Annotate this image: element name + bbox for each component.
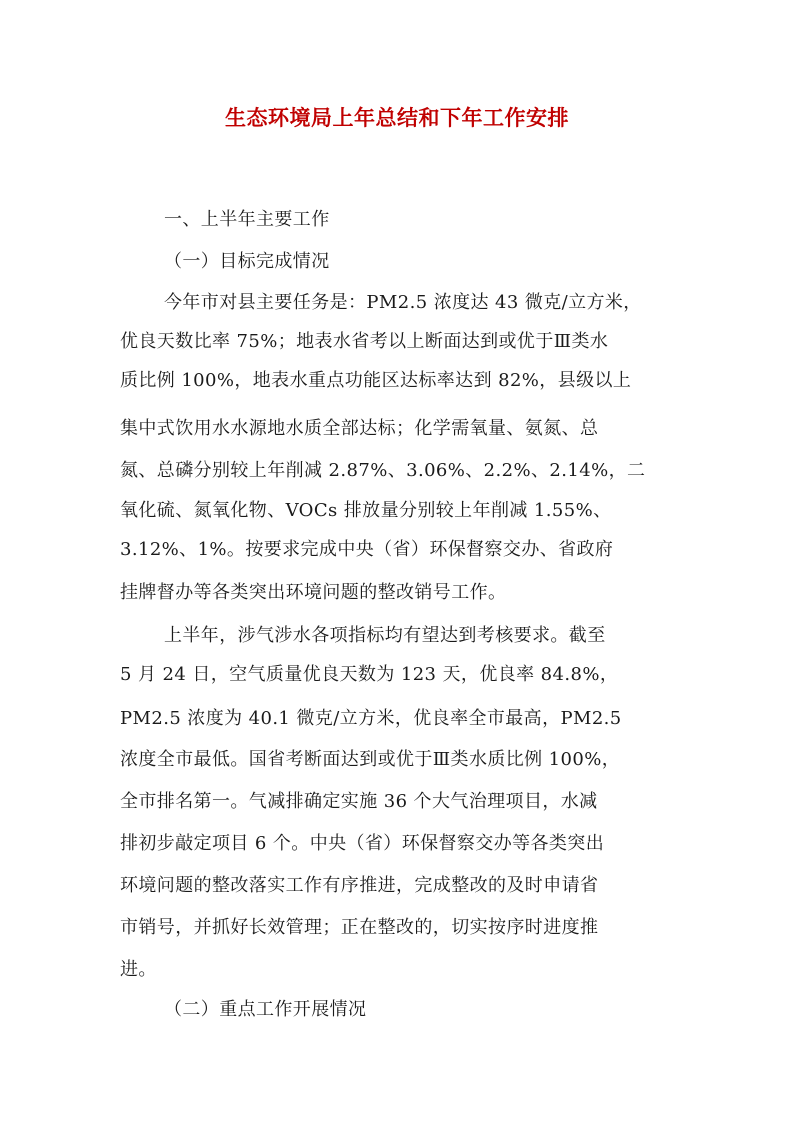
paragraph-line: 氮、总磷分别较上年削减 2.87%、3.06%、2.2%、2.14%，二 bbox=[120, 460, 646, 481]
paragraph-line: 全市排名第一。气减排确定实施 36 个大气治理项目，水减 bbox=[120, 791, 598, 812]
paragraph-line: 氧化硫、氮氧化物、VOCs 排放量分别较上年削减 1.55%、 bbox=[120, 500, 612, 521]
paragraph-line: 浓度全市最低。国省考断面达到或优于Ⅲ类水质比例 100%， bbox=[120, 749, 621, 770]
paragraph-line: 5 月 24 日，空气质量优良天数为 123 天，优良率 84.8%， bbox=[120, 664, 619, 685]
subsection-heading: （二）重点工作开展情况 bbox=[164, 999, 367, 1020]
paragraph-line: 今年市对县主要任务是：PM2.5 浓度达 43 微克/立方米， bbox=[164, 292, 642, 313]
paragraph-line: 3.12%、1%。按要求完成中央（省）环保督察交办、省政府 bbox=[120, 539, 614, 560]
paragraph-line: 上半年，涉气涉水各项指标均有望达到考核要求。截至 bbox=[164, 625, 606, 646]
paragraph-line: PM2.5 浓度为 40.1 微克/立方米，优良率全市最高，PM2.5 bbox=[120, 708, 622, 729]
paragraph-line: 市销号，并抓好长效管理；正在整改的，切实按序时进度推 bbox=[120, 917, 599, 938]
paragraph-line: 环境问题的整改落实工作有序推进，完成整改的及时申请省 bbox=[120, 875, 599, 896]
subsection-heading: （一）目标完成情况 bbox=[164, 251, 330, 272]
paragraph-line: 优良天数比率 75%；地表水省考以上断面达到或优于Ⅲ类水 bbox=[120, 331, 609, 352]
section-heading: 一、上半年主要工作 bbox=[164, 209, 330, 230]
paragraph-line: 质比例 100%，地表水重点功能区达标率达到 82%，县级以上 bbox=[120, 370, 632, 391]
document-title: 生态环境局上年总结和下年工作安排 bbox=[225, 105, 569, 130]
paragraph-line: 挂牌督办等各类突出环境问题的整改销号工作。 bbox=[120, 582, 507, 603]
paragraph-line: 集中式饮用水水源地水质全部达标；化学需氧量、氨氮、总 bbox=[120, 418, 599, 439]
paragraph-line: 排初步敲定项目 6 个。中央（省）环保督察交办等各类突出 bbox=[120, 833, 605, 854]
paragraph-line: 进。 bbox=[120, 959, 157, 980]
